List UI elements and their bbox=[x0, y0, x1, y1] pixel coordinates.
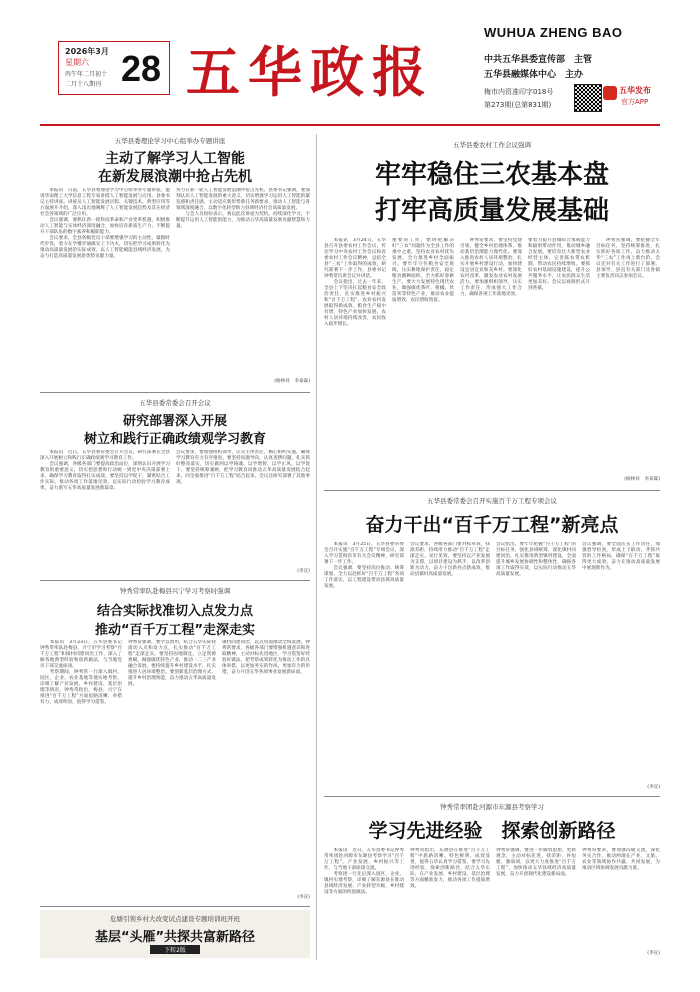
a5-byline: (李宣) bbox=[647, 785, 660, 790]
a2-byline: (李宣) bbox=[297, 569, 310, 574]
divider-a5 bbox=[324, 796, 660, 797]
masthead-divider bbox=[40, 124, 660, 126]
a6-col-2: 钟秀常指出，东源县在推进“百千万工程”中思路清晰、特色鲜明、成效显著，值得五华认真学习借鉴。要学习先进经验，探索创新路径，结合五华实际，在产业发展、乡村建设、基层治理等方面精准发力，推动各项工作提质增效。 bbox=[410, 848, 490, 889]
permit-number: 梅市内资准印字018号 bbox=[484, 88, 554, 96]
a3-title-1: 结合实际找准切入点发力点 bbox=[96, 604, 253, 619]
a4-col-5: 钟秀常强调，要把握全年目标任务，坚持统筹推进，扎实抓好各项工作，奋力推动五华“三农”工作再上新台阶。会议还对有关工作进行了部署。县领导、县直有关部门及各镇主要负责同志参加会议。 bbox=[596, 238, 660, 279]
divider-a2 bbox=[40, 580, 310, 581]
app-name: 五华发布 bbox=[619, 86, 651, 95]
issue-number: 第273期(总第831期) bbox=[484, 101, 552, 109]
a7-jump-label[interactable]: 下转2版 bbox=[150, 945, 200, 954]
a5-kicker: 五华县委常委会召开实施百千万工程专项会议 bbox=[427, 497, 557, 505]
a3-title-2: 推动“百千万工程”走深走实 bbox=[94, 623, 256, 638]
a5-col-3: 会议指出，要牢牢把握“百千万工程”的目标任务，强化县域统筹，深化镇村同建同治，扎实推进典型镇村建设，全面提升城乡发展协调性和整体性，确保各项工作取得实效，以实际行动推动五华高质量发展。 bbox=[496, 542, 576, 577]
a1-col-1: 本报讯 日前，五华县委理论学习中心组举办专题讲座，邀请华南理工大学信息工程专家讲授人工智能发展与应用。县委书记主持讲座。讲座从人工智能发展历程、关键技术、典型应用等方面展开介绍，深入浅出地阐释了人工智能发展趋势及其在经济社会各领域的广泛应用。 会议强调，要抓住新一轮科技革命和产业变革机遇，积极推动人工智能与实体经济深度融合，加快培育新质生产力，不断提升干部队伍的数字素养和履职能力。 会议要求，全县各级党员干部要增强学习的主动性，紧跟时代步伐，着力在学懂弄通做实上下功夫，切实把学习成果转化为推动高质量发展的实际成效，以人工智能赋能县域经济发展，为奋力打造高质量发展新优势贡献力量。 bbox=[40, 188, 170, 259]
a1-byline: (杨林祥 李泰霖) bbox=[274, 379, 310, 384]
a6-col-1: 本报讯 近日，五华县委书记钟秀常率团赴河源市东源县考察学习“百千万工程”、产业发展、乡村振兴等工作，与当地干部座谈交流。 考察团一行先后深入园区、企业、镇村实地考察，详细了解东源县在推动县域经济发展、产业转型升级、乡村建设等方面的经验做法。 bbox=[324, 848, 404, 895]
a1-title-2: 在新发展浪潮中抢占先机 bbox=[98, 169, 252, 185]
a5-col-4: 会议强调，要全面压实工作责任，加强督导检查，形成上下联动、齐抓共管的工作格局，确保“百千万工程”取得更大成效，奋力在推动高质量发展中展现新作为。 bbox=[582, 542, 660, 571]
a4-title-1: 牢牢稳住三农基本盘 bbox=[374, 160, 609, 190]
a4-byline: (杨林祥 李泰霖) bbox=[624, 477, 660, 482]
date-year-month: 2026年3月 bbox=[65, 47, 109, 56]
a6-kicker: 钟秀常率团赴河源市东源县考察学习 bbox=[440, 803, 544, 811]
sponsor-line-2: 五华县融媒体中心 主办 bbox=[484, 70, 584, 80]
a2-col-1: 本报讯 近日，五华县委常委会召开会议，研究部署在全县深入开展树立和践行正确政绩观学习教育工作。 会议强调，各级各部门要提高政治站位，深刻认识开展学习教育的重要意义，切实把思想和行动统一到党中央决策部署上来，确保学习教育取得扎实成效。要坚持以学促干，紧密结合工作实际，推动各项工作落地见效，以实际行动检验学习教育成果，奋力谱写五华高质量发展新篇章。 bbox=[40, 450, 170, 491]
newspaper-logo: 五华政报 bbox=[186, 40, 434, 104]
a2-title-1: 研究部署深入开展 bbox=[122, 414, 227, 429]
a1-title-1: 主动了解学习人工智能 bbox=[105, 151, 245, 167]
date-box bbox=[58, 41, 170, 95]
a4-col-3: 钟秀常要求，要坚持党建引领，健全乡村治理体系，推动基层治理能力现代化。要深入推进农村人居环境整治，扎实开展乡村建设行动，加快建设宜居宜业和美乡村。要深化农村改革，激发农业农村发展活力。要加强组织领导，压实工作责任，形成强大工作合力，确保各项工作落地见效。 bbox=[460, 238, 522, 297]
a5-col-2: 会议要求，各级各部门要对标对表，找准差距，持续用力推动“百千万工程”走深走实、见行见效。要坚持以产业发展为支撑，以项目建设为抓手，以改革创新为动力，奋力干出新亮点新成效，推动县镇村高质量发展。 bbox=[410, 542, 490, 577]
divider-a1 bbox=[40, 392, 310, 393]
lunar-date-line1: 丙午年二月初十 bbox=[65, 71, 108, 78]
a5-title: 奋力干出“百千万工程”新亮点 bbox=[365, 514, 619, 536]
qr-code[interactable] bbox=[574, 84, 602, 112]
a2-title-2: 树立和践行正确政绩观学习教育 bbox=[83, 432, 266, 447]
a6-title: 学习先进经验 探索创新路径 bbox=[368, 820, 616, 842]
app-logo-icon[interactable] bbox=[603, 86, 617, 100]
lunar-date-line2: 二月十八期刊 bbox=[65, 81, 102, 88]
a2-col-2: 会议要求，要加强组织领导，压实主体责任，精心组织实施，确保学习教育有力有序推进。要坚持问题导向，认真查摆问题，扎实抓好整改落实，切实做到以学铸魂、以学增智、以学正风、以学促干。要坚持统筹兼顾，把学习教育同推动五华高质量发展结合起来，同全面推进“百千万工程”结合起来。会议还研究部署了其他事项。 bbox=[176, 450, 310, 485]
a7-kicker: 危塘引领乡村大改变试点建设专题培训班开班 bbox=[110, 915, 240, 923]
date-weekday: 星期六 bbox=[65, 58, 89, 67]
a4-col-2: 重要的工作，始终把解决好“三农”问题作为全县工作的重中之重，坚持农业农村优先发展，全力推进乡村全面振兴。要牢牢守住粮食安全底线，压实耕地保护责任，稳定粮食播种面积，全力抓好春耕生产。要大力发展特色现代农业，做强做优茶叶、柑橘、丝苗米等特色产业，推动农业提质增效、农民增收致富。 bbox=[392, 238, 454, 303]
a4-title-2: 打牢高质量发展基础 bbox=[374, 196, 609, 226]
sponsor-line-1: 中共五华县委宣传部 主管 bbox=[484, 55, 593, 65]
a3-col-2: 钟秀常强调，要学以致用，结合五华实际找准切入点和发力点，扎实推动“百千万工程”走深走实。要坚持因地制宜，立足资源禀赋，做强做优特色产业，推动一二三产业融合发展。要持续提升乡村建设水平，扎实推进人居环境整治。要创新基层治理方式，提升乡村治理效能，奋力推动五华高质量发展。 bbox=[128, 640, 216, 687]
a5-col-1: 本报讯 3月25日，五华县委常委会召开实施“百千万工程”专项会议，深入学习贯彻省市有关会议精神，研究部署下一步工作。 会议强调，要坚持高位推动、统筹谋划，全力以赴抓好“百千万工程”各项工作落实，以工程建设带动县域高质量发展。 bbox=[324, 542, 404, 589]
app-subtitle: 官方APP bbox=[621, 98, 649, 106]
a4-col-1: 本报讯 3月24日，五华县召开县委农村工作会议，传达学习中央农村工作会议和省委农村工作会议精神，总结全县“三农”工作取得的成效，研究部署下一步工作。县委书记钟秀常出席会议并讲话。 会议指出，过去一年来，全县上下坚决扛起粮食安全政治责任，扎实推进乡村振兴和“百千万工程”，农业农村发展取得新成效。粮食生产稳中有增，特色产业加快发展，农村人居环境持续改善，农民收入稳步增长。 bbox=[324, 238, 386, 327]
a3-kicker: 钟秀常率队赴梅县兴宁学习考察时强调 bbox=[119, 587, 231, 595]
a6-byline: (李宣) bbox=[647, 951, 660, 956]
divider-a4 bbox=[324, 490, 660, 491]
masthead bbox=[0, 0, 700, 128]
a3-col-1: 本报讯 3月23日，五华县委书记钟秀常率队赴梅县、兴宁市学习考察“百千万工程”和镇村同建同治工作，深入了解各地典型经验和创新做法，与当地党员干部交流座谈。 考察期间，钟秀常一行深入镇村、园区、企业、农业基地等地实地考察，详细了解产业发展、乡村建设、基层治理等情况。钟秀常指出，梅县、兴宁在推进“百千万工程”方面思路清晰、举措有力、成效明显，值得学习借鉴。 bbox=[40, 640, 122, 705]
a1-kicker: 五华县委理论学习中心组举办专题讲座 bbox=[114, 137, 226, 145]
a4-kicker: 五华县委农村工作会议强调 bbox=[453, 141, 531, 149]
a6-col-4: 钟秀常要求，要加强沟通交流，深化务实合作，推动两地在产业、文旅、农业等领域协作共赢、共同发展，为推动区域协调发展贡献力量。 bbox=[582, 848, 660, 871]
a4-col-4: 要着力提升县城综合承载能力和辐射带动作用，推动城乡融合发展。要培育壮大新型农业经营主体，完善联农带农机制，带动农民持续增收。要抓好农村基础设施建设，提升公共服务水平，让农民群众生活更加美好。会议以视频形式开到各镇。 bbox=[528, 238, 590, 291]
masthead-pinyin: WUHUA ZHENG BAO bbox=[484, 25, 623, 40]
column-separator bbox=[316, 134, 317, 960]
a6-col-3: 钟秀常强调，要进一步解放思想、更新观念，主动对标先进，找差距、补短板、强弱项，以更大力度推进“百千万工程”，加快推动五华县域经济高质量发展，奋力开创现代化建设新局面。 bbox=[496, 848, 576, 877]
a7-title: 基层“头雁”共探共富新路径 bbox=[94, 930, 256, 945]
a2-kicker: 五华县委常委会召开会议 bbox=[139, 399, 211, 407]
a3-byline: (李宣) bbox=[297, 895, 310, 900]
issue-day-number: 28 bbox=[121, 48, 162, 89]
a1-col-2: 努力在新一轮人工智能发展浪潮中抢占先机。县委书记强调，要深刻认识人工智能发展的重大意义，切实增强学习运用人工智能的紧迫感和责任感，主动适应新形势新任务新要求，推动人工智能与各领域深度融合，以数字化转型助力县域经济社会高质量发展。 与会人员纷纷表示，将以此次讲座为契机，持续深化学习，不断提升运用人工智能的能力，为推动五华高质量发展贡献智慧和力量。 bbox=[176, 188, 310, 229]
a3-col-3: 镇村同建同治，以点带面推动全域发展。钟秀常要求，各级各部门要增强机遇意识和进取精神，主动对标先进地区，学习借鉴好经验好做法，把考察成果转化为推动工作的具体举措，以更加务实的作风、更加有力的举措，奋力开创五华各项事业发展新局面。 bbox=[222, 640, 310, 675]
divider-a3 bbox=[40, 906, 310, 907]
